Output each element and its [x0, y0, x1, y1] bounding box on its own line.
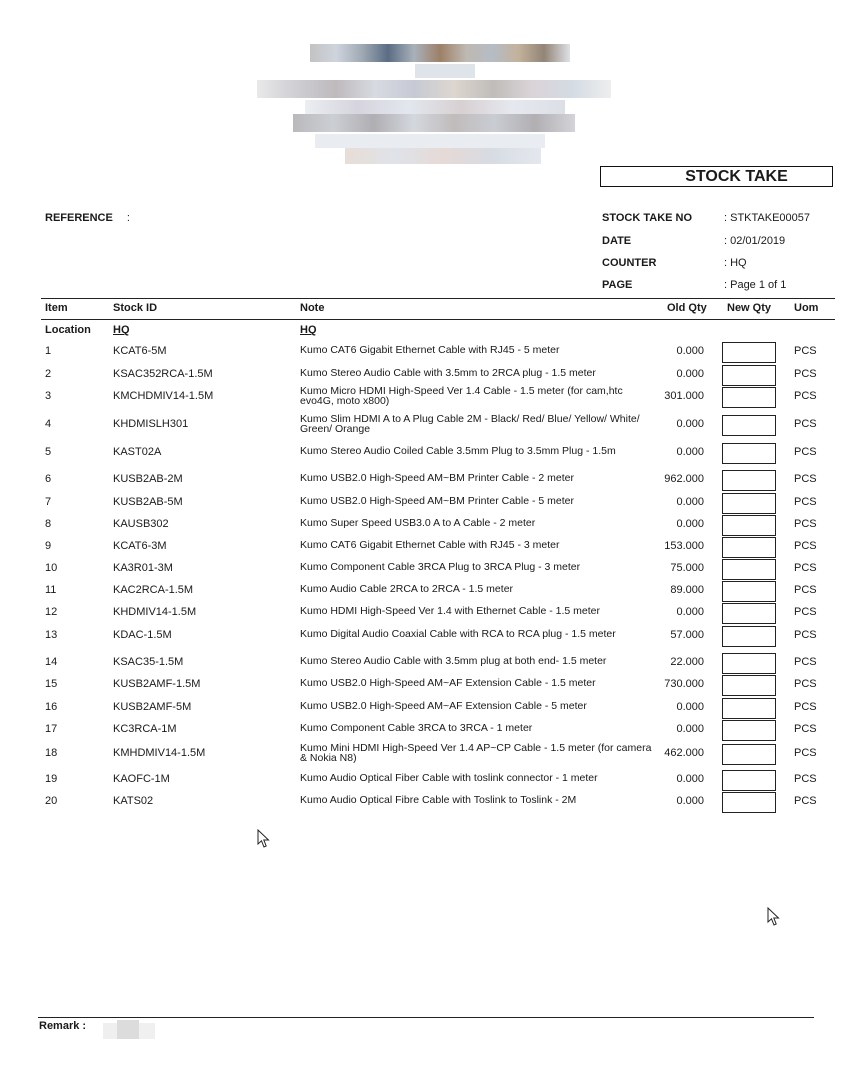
- row-item-number: 9: [45, 540, 52, 552]
- row-stock-id: KUSB2AMF-5M: [113, 701, 192, 713]
- row-new-qty-box[interactable]: [722, 443, 776, 464]
- row-uom: PCS: [794, 418, 817, 430]
- row-note: Kumo CAT6 Gigabit Ethernet Cable with RJ45 - 5 meter: [300, 344, 560, 356]
- row-new-qty-box[interactable]: [722, 559, 776, 580]
- row-old-qty: 0.000: [676, 795, 704, 807]
- remark-label: Remark :: [39, 1020, 87, 1032]
- row-old-qty: 0.000: [676, 418, 704, 430]
- row-note: Kumo HDMI High-Speed Ver 1.4 with Ethernet Cable - 1.5 meter: [300, 605, 600, 617]
- reference-colon: :: [126, 212, 130, 224]
- row-uom: PCS: [794, 584, 817, 596]
- table-row: [0, 414, 867, 436]
- blurred-company-header: [255, 42, 615, 166]
- mouse-pointer-icon: [257, 829, 271, 849]
- column-header-old-qty: Old Qty: [667, 302, 707, 314]
- row-uom: PCS: [794, 723, 817, 735]
- row-old-qty: 0.000: [676, 345, 704, 357]
- row-new-qty-box[interactable]: [722, 493, 776, 514]
- row-new-qty-box[interactable]: [722, 770, 776, 791]
- table-row: [0, 743, 867, 765]
- row-uom: PCS: [794, 747, 817, 759]
- row-new-qty-box[interactable]: [722, 581, 776, 602]
- table-row: [0, 469, 867, 491]
- row-old-qty: 962.000: [664, 473, 704, 485]
- row-old-qty: 0.000: [676, 518, 704, 530]
- row-uom: PCS: [794, 345, 817, 357]
- meta-value-page: : Page 1 of 1: [724, 279, 787, 291]
- row-note: Kumo Audio Optical Fiber Cable with toslink connector - 1 meter: [300, 772, 598, 784]
- row-new-qty-box[interactable]: [722, 387, 776, 408]
- table-row: [0, 791, 867, 813]
- row-note: Kumo Stereo Audio Coiled Cable 3.5mm Plug to 3.5mm Plug - 1.5m: [300, 445, 616, 457]
- header-top-rule: [41, 298, 835, 299]
- row-item-number: 17: [45, 723, 58, 735]
- row-note: Kumo USB2.0 High-Speed AM~BM Printer Cable - 2 meter: [300, 472, 574, 484]
- row-uom: PCS: [794, 656, 817, 668]
- row-uom: PCS: [794, 390, 817, 402]
- row-uom: PCS: [794, 562, 817, 574]
- row-note: Kumo Audio Optical Fibre Cable with Toslink to Toslink - 2M: [300, 794, 577, 806]
- table-row: [0, 386, 867, 408]
- column-header-note: Note: [300, 302, 325, 314]
- row-stock-id: KHDMIV14-1.5M: [113, 606, 197, 618]
- row-old-qty: 0.000: [676, 701, 704, 713]
- meta-label-page: PAGE: [602, 279, 633, 291]
- meta-value-date: : 02/01/2019: [724, 235, 786, 247]
- row-uom: PCS: [794, 701, 817, 713]
- row-stock-id: KDAC-1.5M: [113, 629, 172, 641]
- column-header-uom: Uom: [794, 302, 819, 314]
- row-new-qty-box[interactable]: [722, 365, 776, 386]
- header-bottom-rule: [41, 319, 835, 320]
- row-new-qty-box[interactable]: [722, 626, 776, 647]
- row-new-qty-box[interactable]: [722, 342, 776, 363]
- row-new-qty-box[interactable]: [722, 698, 776, 719]
- table-row: [0, 558, 867, 580]
- row-stock-id: KAUSB302: [113, 518, 169, 530]
- row-old-qty: 0.000: [676, 496, 704, 508]
- row-uom: PCS: [794, 606, 817, 618]
- row-note: Kumo USB2.0 High-Speed AM~AF Extension Cable - 5 meter: [300, 700, 587, 712]
- row-item-number: 15: [45, 678, 58, 690]
- row-old-qty: 75.000: [670, 562, 704, 574]
- row-new-qty-box[interactable]: [722, 653, 776, 674]
- table-row: [0, 536, 867, 558]
- row-old-qty: 153.000: [664, 540, 704, 552]
- row-stock-id: KAST02A: [113, 446, 162, 458]
- row-old-qty: 0.000: [676, 773, 704, 785]
- row-new-qty-box[interactable]: [722, 515, 776, 536]
- reference-label: [45, 212, 130, 224]
- location-note-text: HQ: [300, 324, 317, 336]
- location-stock-id: [113, 324, 130, 336]
- row-note: Kumo Stereo Audio Cable with 3.5mm plug at both end- 1.5 meter: [300, 655, 607, 667]
- row-item-number: 1: [45, 345, 52, 357]
- location-stock-id-text: HQ: [113, 324, 130, 336]
- row-stock-id: KHDMISLH301: [113, 418, 189, 430]
- table-row: [0, 719, 867, 741]
- table-row: [0, 674, 867, 696]
- row-item-number: 4: [45, 418, 52, 430]
- row-stock-id: KAOFC-1M: [113, 773, 170, 785]
- row-item-number: 7: [45, 496, 52, 508]
- row-stock-id: KAC2RCA-1.5M: [113, 584, 194, 596]
- row-note: Kumo Mini HDMI High-Speed Ver 1.4 AP~CP Cable - 1.5 meter (for camera & Nokia N8): [300, 742, 652, 764]
- row-item-number: 6: [45, 473, 52, 485]
- table-row: [0, 442, 867, 464]
- row-item-number: 3: [45, 390, 52, 402]
- row-uom: PCS: [794, 678, 817, 690]
- location-note: [300, 324, 317, 336]
- meta-label-stock-take-no: STOCK TAKE NO: [602, 212, 693, 224]
- row-new-qty-box[interactable]: [722, 415, 776, 436]
- row-uom: PCS: [794, 473, 817, 485]
- row-new-qty-box[interactable]: [722, 720, 776, 741]
- row-old-qty: 0.000: [676, 368, 704, 380]
- remark-rule: [38, 1017, 814, 1018]
- row-new-qty-box[interactable]: [722, 537, 776, 558]
- table-row: [0, 602, 867, 624]
- row-uom: PCS: [794, 368, 817, 380]
- row-stock-id: KUSB2AB-5M: [113, 496, 183, 508]
- row-item-number: 8: [45, 518, 52, 530]
- table-row: [0, 625, 867, 647]
- reference-label-text: REFERENCE: [45, 212, 113, 224]
- row-uom: PCS: [794, 773, 817, 785]
- row-stock-id: KMCHDMIV14-1.5M: [113, 390, 214, 402]
- table-row: [0, 514, 867, 536]
- row-note: Kumo Micro HDMI High-Speed Ver 1.4 Cable - 1.5 meter (for cam,htc evo4G, moto x800): [300, 385, 623, 407]
- row-old-qty: 22.000: [670, 656, 704, 668]
- row-old-qty: 57.000: [670, 629, 704, 641]
- row-new-qty-box[interactable]: [722, 603, 776, 624]
- row-uom: PCS: [794, 496, 817, 508]
- row-uom: PCS: [794, 629, 817, 641]
- row-stock-id: KUSB2AB-2M: [113, 473, 183, 485]
- table-row: [0, 697, 867, 719]
- row-stock-id: KATS02: [113, 795, 154, 807]
- row-note: Kumo Component Cable 3RCA Plug to 3RCA Plug - 3 meter: [300, 561, 581, 573]
- row-item-number: 18: [45, 747, 58, 759]
- row-new-qty-box[interactable]: [722, 675, 776, 696]
- row-stock-id: KMHDMIV14-1.5M: [113, 747, 206, 759]
- row-note: Kumo Component Cable 3RCA to 3RCA - 1 meter: [300, 722, 533, 734]
- row-note: Kumo USB2.0 High-Speed AM~AF Extension Cable - 1.5 meter: [300, 677, 596, 689]
- row-stock-id: KC3RCA-1M: [113, 723, 177, 735]
- row-note: Kumo Stereo Audio Cable with 3.5mm to 2RCA plug - 1.5 meter: [300, 367, 596, 379]
- row-uom: PCS: [794, 446, 817, 458]
- row-item-number: 20: [45, 795, 58, 807]
- row-note: Kumo CAT6 Gigabit Ethernet Cable with RJ45 - 3 meter: [300, 539, 560, 551]
- row-old-qty: 730.000: [664, 678, 704, 690]
- row-old-qty: 0.000: [676, 606, 704, 618]
- row-note: Kumo USB2.0 High-Speed AM~BM Printer Cable - 5 meter: [300, 495, 574, 507]
- row-stock-id: KUSB2AMF-1.5M: [113, 678, 201, 690]
- row-note: Kumo Slim HDMI A to A Plug Cable 2M - Black/ Red/ Blue/ Yellow/ White/ Green/ Orange: [300, 413, 640, 435]
- table-row: [0, 364, 867, 386]
- row-old-qty: 0.000: [676, 723, 704, 735]
- row-stock-id: KCAT6-5M: [113, 345, 167, 357]
- row-note: Kumo Digital Audio Coaxial Cable with RCA to RCA plug - 1.5 meter: [300, 628, 616, 640]
- row-item-number: 16: [45, 701, 58, 713]
- row-item-number: 19: [45, 773, 58, 785]
- row-new-qty-box[interactable]: [722, 792, 776, 813]
- row-item-number: 13: [45, 629, 58, 641]
- row-item-number: 5: [45, 446, 52, 458]
- meta-value-stock-take-no: : STKTAKE00057: [724, 212, 811, 224]
- row-stock-id: KA3R01-3M: [113, 562, 173, 574]
- meta-value-counter: : HQ: [724, 257, 747, 269]
- row-old-qty: 301.000: [664, 390, 704, 402]
- document-title: STOCK TAKE: [600, 166, 833, 187]
- meta-label-counter: COUNTER: [602, 257, 657, 269]
- blurred-remark-text: [103, 1020, 155, 1040]
- table-row: [0, 652, 867, 674]
- table-row: [0, 769, 867, 791]
- row-note: Kumo Audio Cable 2RCA to 2RCA - 1.5 meter: [300, 583, 514, 595]
- row-item-number: 10: [45, 562, 58, 574]
- column-header-item: Item: [45, 302, 68, 314]
- meta-label-date: DATE: [602, 235, 632, 247]
- row-item-number: 11: [45, 584, 57, 596]
- table-row: [0, 580, 867, 602]
- row-stock-id: KSAC352RCA-1.5M: [113, 368, 213, 380]
- table-row: [0, 492, 867, 514]
- row-stock-id: KCAT6-3M: [113, 540, 167, 552]
- table-row: [0, 341, 867, 363]
- row-new-qty-box[interactable]: [722, 744, 776, 765]
- row-item-number: 2: [45, 368, 52, 380]
- row-old-qty: 89.000: [670, 584, 704, 596]
- row-item-number: 14: [45, 656, 58, 668]
- row-new-qty-box[interactable]: [722, 470, 776, 491]
- row-item-number: 12: [45, 606, 58, 618]
- row-uom: PCS: [794, 540, 817, 552]
- row-note: Kumo Super Speed USB3.0 A to A Cable - 2 meter: [300, 517, 536, 529]
- row-uom: PCS: [794, 518, 817, 530]
- row-uom: PCS: [794, 795, 817, 807]
- column-header-new-qty: New Qty: [727, 302, 772, 314]
- mouse-pointer-icon: [767, 907, 781, 927]
- location-label: Location: [45, 324, 91, 336]
- column-header-stock-id: Stock ID: [113, 302, 158, 314]
- row-old-qty: 0.000: [676, 446, 704, 458]
- row-old-qty: 462.000: [664, 747, 704, 759]
- row-stock-id: KSAC35-1.5M: [113, 656, 184, 668]
